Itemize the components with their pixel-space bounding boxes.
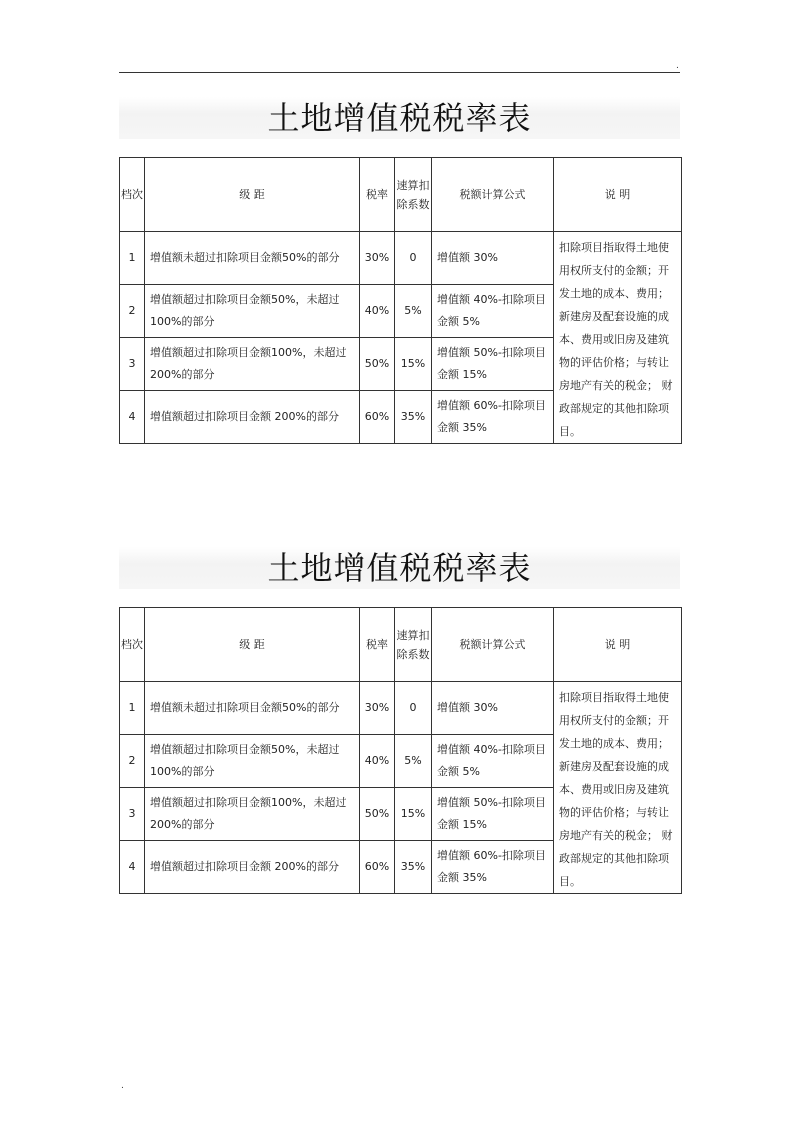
header-level: 档次: [120, 158, 145, 232]
cell-level: 4: [120, 391, 145, 444]
cell-deduction: 5%: [395, 735, 432, 788]
cell-formula: 增值额 30%: [432, 232, 554, 285]
cell-rate: 50%: [360, 338, 395, 391]
tax-rate-table: [119, 157, 682, 444]
cell-level: 3: [120, 338, 145, 391]
cell-range: 增值额超过扣除项目金额 200%的部分: [145, 841, 360, 894]
cell-range: 增值额未超过扣除项目金额50%的部分: [145, 682, 360, 735]
cell-formula: 增值额 50%-扣除项目金额 15%: [432, 788, 554, 841]
corner-mark-top: .: [676, 61, 679, 71]
header-rule: [119, 72, 680, 73]
corner-mark-bottom: .: [121, 1081, 124, 1091]
tax-rate-table: [119, 607, 682, 894]
cell-note: 扣除项目指取得土地使用权所支付的金额；开发土地的成本、费用；新建房及配套设施的成本、费用或旧房及建筑物的评估价格；与转让房地产有关的税金； 财政部规定的其他扣除项目。: [554, 682, 682, 894]
header-range: 级 距: [145, 158, 360, 232]
header-level: 档次: [120, 608, 145, 682]
cell-range: 增值额超过扣除项目金额 200%的部分: [145, 391, 360, 444]
cell-deduction: 35%: [395, 391, 432, 444]
cell-rate: 30%: [360, 232, 395, 285]
cell-formula: 增值额 50%-扣除项目金额 15%: [432, 338, 554, 391]
cell-range: 增值额未超过扣除项目金额50%的部分: [145, 232, 360, 285]
page-title: 土地增值税税率表: [267, 99, 532, 137]
header-rate: 税率: [360, 158, 395, 232]
cell-formula: 增值额 40%-扣除项目金额 5%: [432, 735, 554, 788]
cell-rate: 40%: [360, 285, 395, 338]
cell-rate: 60%: [360, 391, 395, 444]
header-note: 说 明: [554, 158, 682, 232]
cell-deduction: 0: [395, 682, 432, 735]
cell-level: 4: [120, 841, 145, 894]
cell-deduction: 0: [395, 232, 432, 285]
cell-formula: 增值额 40%-扣除项目金额 5%: [432, 285, 554, 338]
cell-note: 扣除项目指取得土地使用权所支付的金额；开发土地的成本、费用；新建房及配套设施的成本、费用或旧房及建筑物的评估价格；与转让房地产有关的税金； 财政部规定的其他扣除项目。: [554, 232, 682, 444]
cell-level: 2: [120, 735, 145, 788]
cell-deduction: 35%: [395, 841, 432, 894]
cell-rate: 30%: [360, 682, 395, 735]
header-formula: 税额计算公式: [432, 158, 554, 232]
cell-deduction: 15%: [395, 788, 432, 841]
cell-level: 3: [120, 788, 145, 841]
cell-range: 增值额超过扣除项目金额100%，未超过 200%的部分: [145, 788, 360, 841]
header-rate: 税率: [360, 608, 395, 682]
cell-level: 1: [120, 682, 145, 735]
page-title: 土地增值税税率表: [267, 549, 532, 587]
cell-formula: 增值额 60%-扣除项目金额 35%: [432, 841, 554, 894]
table-header-row: [120, 608, 682, 682]
table-row: [120, 682, 682, 735]
cell-formula: 增值额 30%: [432, 682, 554, 735]
header-deduction: 速算扣除系数: [395, 158, 432, 232]
cell-deduction: 5%: [395, 285, 432, 338]
cell-range: 增值额超过扣除项目金额100%，未超过 200%的部分: [145, 338, 360, 391]
cell-level: 1: [120, 232, 145, 285]
cell-level: 2: [120, 285, 145, 338]
cell-rate: 60%: [360, 841, 395, 894]
cell-deduction: 15%: [395, 338, 432, 391]
header-deduction: 速算扣除系数: [395, 608, 432, 682]
cell-rate: 50%: [360, 788, 395, 841]
table-header-row: [120, 158, 682, 232]
header-range: 级 距: [145, 608, 360, 682]
cell-formula: 增值额 60%-扣除项目金额 35%: [432, 391, 554, 444]
cell-range: 增值额超过扣除项目金额50%，未超过 100%的部分: [145, 285, 360, 338]
header-note: 说 明: [554, 608, 682, 682]
cell-rate: 40%: [360, 735, 395, 788]
cell-range: 增值额超过扣除项目金额50%，未超过 100%的部分: [145, 735, 360, 788]
header-formula: 税额计算公式: [432, 608, 554, 682]
table-row: [120, 232, 682, 285]
